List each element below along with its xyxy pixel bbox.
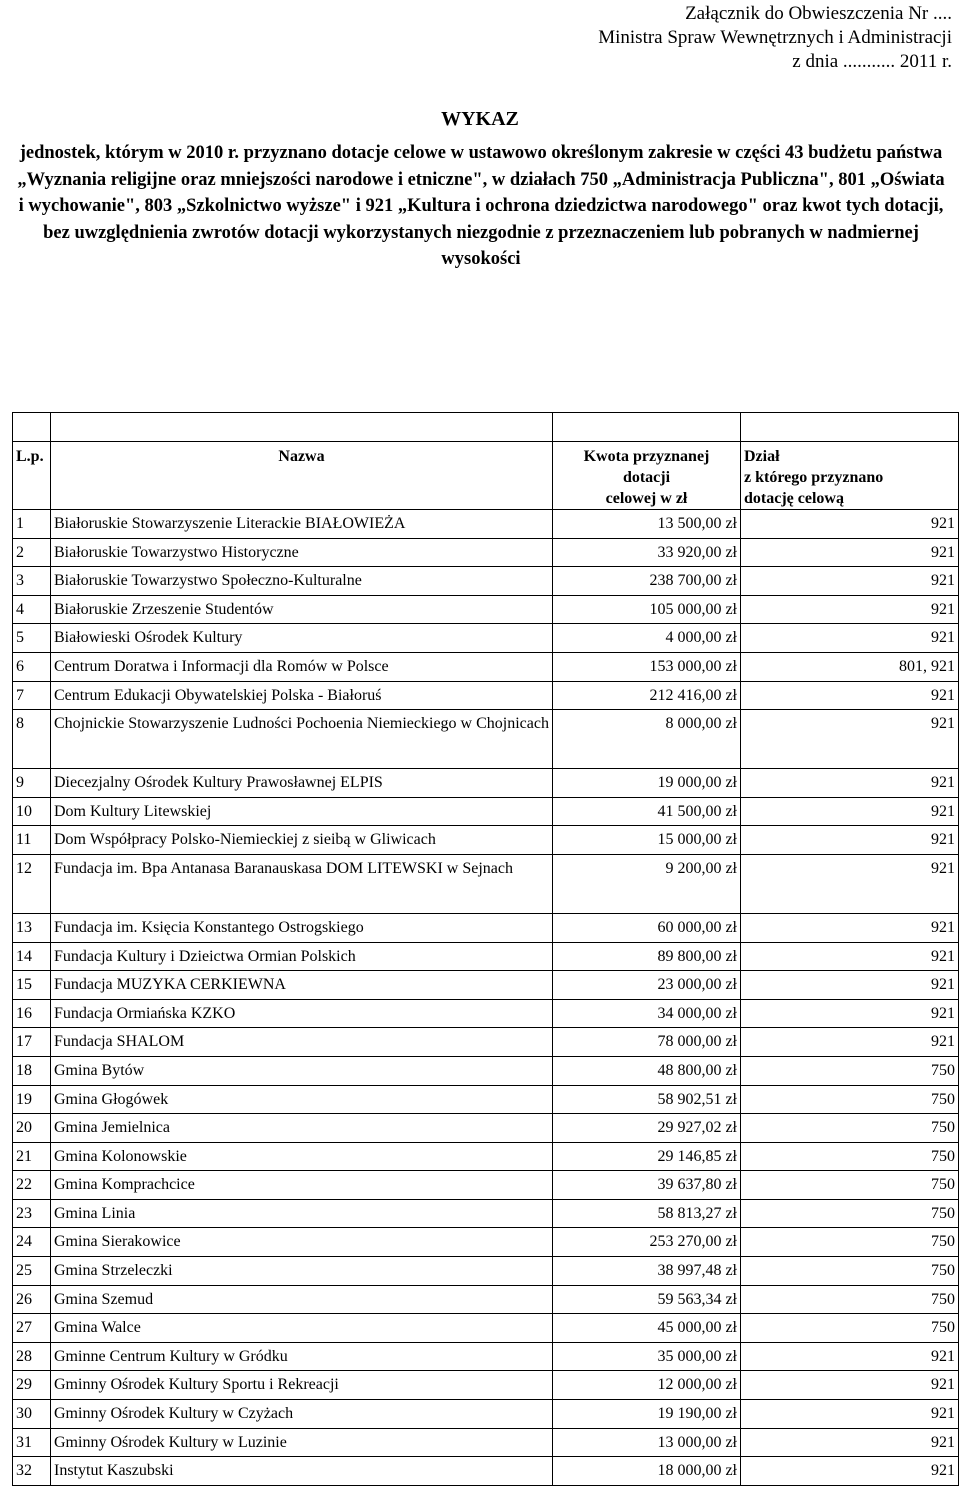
header-dzial-line: Dział: [744, 448, 780, 465]
row-number: 24: [13, 1228, 51, 1257]
row-dzial: 921: [741, 1342, 959, 1371]
table-header-row: [13, 442, 959, 510]
row-name: Białoruskie Stowarzyszenie Literackie BIAŁOWIEŻA: [51, 510, 553, 539]
table-row: [13, 567, 959, 596]
row-dzial: 921: [741, 942, 959, 971]
header-dzial-line: z którego przyznano: [744, 469, 884, 486]
row-dzial: 801, 921: [741, 652, 959, 681]
table-row: [13, 595, 959, 624]
table-row: [13, 1171, 959, 1200]
row-dzial: 921: [741, 797, 959, 826]
row-dzial: 750: [741, 1228, 959, 1257]
table-row: [13, 854, 959, 913]
row-amount: 253 270,00 zł: [553, 1228, 741, 1257]
row-number: 3: [13, 567, 51, 596]
row-amount: 9 200,00 zł: [553, 854, 741, 913]
table-row: [13, 1400, 959, 1429]
row-number: 11: [13, 826, 51, 855]
row-number: 14: [13, 942, 51, 971]
table-row: [13, 1257, 959, 1286]
row-number: 7: [13, 681, 51, 710]
annex-line-1: Załącznik do Obwieszczenia Nr ....: [685, 3, 952, 24]
row-name: Gmina Kolonowskie: [51, 1142, 553, 1171]
row-name: Gmina Głogówek: [51, 1085, 553, 1114]
grants-table-wrapper: [12, 412, 958, 1486]
document-title: WYKAZ: [441, 108, 519, 130]
row-dzial: 750: [741, 1285, 959, 1314]
row-name: Centrum Edukacji Obywatelskiej Polska - Białoruś: [51, 681, 553, 710]
row-amount: 39 637,80 zł: [553, 1171, 741, 1200]
row-number: 15: [13, 971, 51, 1000]
row-dzial: 750: [741, 1142, 959, 1171]
table-row: [13, 913, 959, 942]
table-row: [13, 681, 959, 710]
row-amount: 33 920,00 zł: [553, 538, 741, 567]
table-row: [13, 1228, 959, 1257]
row-amount: 4 000,00 zł: [553, 624, 741, 653]
row-name: Fundacja Ormiańska KZKO: [51, 999, 553, 1028]
row-amount: 238 700,00 zł: [553, 567, 741, 596]
row-number: 22: [13, 1171, 51, 1200]
row-name: Instytut Kaszubski: [51, 1457, 553, 1486]
row-name: Fundacja MUZYKA CERKIEWNA: [51, 971, 553, 1000]
row-number: 21: [13, 1142, 51, 1171]
header-name: Nazwa: [51, 442, 553, 510]
row-number: 4: [13, 595, 51, 624]
row-number: 1: [13, 510, 51, 539]
table-row: [13, 1285, 959, 1314]
row-amount: 105 000,00 zł: [553, 595, 741, 624]
table-body: [13, 510, 959, 1486]
table-row: [13, 1199, 959, 1228]
header-dzial: [741, 442, 959, 510]
intro-paragraph: jednostek, którym w 2010 r. przyznano dotacje celowe w ustawowo określonym zakresie w części 43 budżetu państwa „Wyznania religijne oraz mniejszości narodowe i etniczne", w działach 750 „Administracja Publiczna", 801 „Oświata i wychowanie", 803 „Szkolnictwo wyższe" i 921 „Kultura i ochrona dziedzictwa narodowego" oraz kwot tych dotacji, bez uwzględnienia zwrotów dotacji wykorzystanych niezgodnie z przeznaczeniem lub pobranych w nadmiernej wysokości: [17, 143, 945, 269]
row-amount: 38 997,48 zł: [553, 1257, 741, 1286]
row-name: Gmina Jemielnica: [51, 1114, 553, 1143]
row-number: 32: [13, 1457, 51, 1486]
row-name: Centrum Doratwa i Informacji dla Romów w Polsce: [51, 652, 553, 681]
table-row: [13, 1457, 959, 1486]
row-amount: 13 500,00 zł: [553, 510, 741, 539]
row-dzial: 921: [741, 681, 959, 710]
row-dzial: 921: [741, 999, 959, 1028]
row-number: 17: [13, 1028, 51, 1057]
header-amount-line: Kwota przyznanej: [583, 448, 710, 465]
row-amount: 48 800,00 zł: [553, 1056, 741, 1085]
row-number: 26: [13, 1285, 51, 1314]
row-amount: 45 000,00 zł: [553, 1314, 741, 1343]
table-spacer-row: [13, 413, 959, 442]
table-row: [13, 971, 959, 1000]
row-name: Gminny Ośrodek Kultury w Luzinie: [51, 1428, 553, 1457]
row-name: Gminny Ośrodek Kultury Sportu i Rekreacji: [51, 1371, 553, 1400]
row-name: Gmina Komprachcice: [51, 1171, 553, 1200]
grants-table: [12, 412, 959, 1486]
row-dzial: 750: [741, 1257, 959, 1286]
spacer-cell: [553, 413, 741, 442]
row-number: 19: [13, 1085, 51, 1114]
annex-note: [432, 2, 952, 74]
row-number: 10: [13, 797, 51, 826]
row-number: 23: [13, 1199, 51, 1228]
row-name: Gmina Walce: [51, 1314, 553, 1343]
row-dzial: 921: [741, 538, 959, 567]
row-name: Białoruskie Towarzystwo Historyczne: [51, 538, 553, 567]
row-amount: 18 000,00 zł: [553, 1457, 741, 1486]
spacer-cell: [741, 413, 959, 442]
row-name: Dom Kultury Litewskiej: [51, 797, 553, 826]
row-name: Fundacja SHALOM: [51, 1028, 553, 1057]
table-row: [13, 1371, 959, 1400]
row-dzial: 921: [741, 510, 959, 539]
table-row: [13, 510, 959, 539]
row-name: Fundacja Kultury i Dzieictwa Ormian Polskich: [51, 942, 553, 971]
row-amount: 58 813,27 zł: [553, 1199, 741, 1228]
row-dzial: 750: [741, 1171, 959, 1200]
row-number: 16: [13, 999, 51, 1028]
row-number: 9: [13, 769, 51, 798]
row-name: Gminne Centrum Kultury w Gródku: [51, 1342, 553, 1371]
row-number: 18: [13, 1056, 51, 1085]
row-dzial: 921: [741, 595, 959, 624]
row-amount: 212 416,00 zł: [553, 681, 741, 710]
row-amount: 12 000,00 zł: [553, 1371, 741, 1400]
row-name: Gmina Szemud: [51, 1285, 553, 1314]
row-name: Chojnickie Stowarzyszenie Ludności Pochoenia Niemieckiego w Chojnicach: [51, 710, 553, 769]
row-amount: 13 000,00 zł: [553, 1428, 741, 1457]
row-dzial: 921: [741, 854, 959, 913]
table-row: [13, 942, 959, 971]
row-number: 25: [13, 1257, 51, 1286]
row-number: 20: [13, 1114, 51, 1143]
table-row: [13, 652, 959, 681]
row-name: Gminny Ośrodek Kultury w Czyżach: [51, 1400, 553, 1429]
row-name: Diecezjalny Ośrodek Kultury Prawosławnej ELPIS: [51, 769, 553, 798]
row-dzial: 750: [741, 1114, 959, 1143]
row-amount: 41 500,00 zł: [553, 797, 741, 826]
spacer-cell: [13, 413, 51, 442]
table-row: [13, 769, 959, 798]
row-dzial: 750: [741, 1199, 959, 1228]
row-dzial: 921: [741, 624, 959, 653]
row-amount: 59 563,34 zł: [553, 1285, 741, 1314]
row-dzial: 921: [741, 826, 959, 855]
table-row: [13, 1028, 959, 1057]
table-row: [13, 710, 959, 769]
row-name: Gmina Sierakowice: [51, 1228, 553, 1257]
row-name: Gmina Strzeleczki: [51, 1257, 553, 1286]
row-amount: 15 000,00 zł: [553, 826, 741, 855]
table-row: [13, 999, 959, 1028]
row-number: 6: [13, 652, 51, 681]
row-dzial: 921: [741, 1028, 959, 1057]
row-number: 29: [13, 1371, 51, 1400]
table-row: [13, 1142, 959, 1171]
header-dzial-line: dotację celową: [744, 490, 844, 507]
row-amount: 58 902,51 zł: [553, 1085, 741, 1114]
row-dzial: 921: [741, 1400, 959, 1429]
row-amount: 89 800,00 zł: [553, 942, 741, 971]
row-number: 8: [13, 710, 51, 769]
row-name: Fundacja im. Księcia Konstantego Ostrogskiego: [51, 913, 553, 942]
row-amount: 34 000,00 zł: [553, 999, 741, 1028]
row-dzial: 921: [741, 710, 959, 769]
row-dzial: 921: [741, 567, 959, 596]
row-dzial: 921: [741, 1371, 959, 1400]
row-amount: 19 000,00 zł: [553, 769, 741, 798]
row-amount: 29 927,02 zł: [553, 1114, 741, 1143]
row-name: Białoruskie Zrzeszenie Studentów: [51, 595, 553, 624]
row-dzial: 750: [741, 1085, 959, 1114]
row-number: 27: [13, 1314, 51, 1343]
row-number: 13: [13, 913, 51, 942]
row-name: Dom Współpracy Polsko-Niemieckiej z sieibą w Gliwicach: [51, 826, 553, 855]
spacer-cell: [51, 413, 553, 442]
table-row: [13, 1314, 959, 1343]
row-name: Białoruskie Towarzystwo Społeczno-Kulturalne: [51, 567, 553, 596]
row-dzial: 750: [741, 1314, 959, 1343]
row-name: Białowieski Ośrodek Kultury: [51, 624, 553, 653]
row-number: 28: [13, 1342, 51, 1371]
table-row: [13, 1428, 959, 1457]
row-number: 5: [13, 624, 51, 653]
annex-line-3: z dnia ........... 2011 r.: [792, 51, 952, 72]
table-row: [13, 1085, 959, 1114]
row-dzial: 921: [741, 769, 959, 798]
row-amount: 78 000,00 zł: [553, 1028, 741, 1057]
row-number: 2: [13, 538, 51, 567]
table-row: [13, 538, 959, 567]
row-amount: 60 000,00 zł: [553, 913, 741, 942]
table-row: [13, 1342, 959, 1371]
row-dzial: 921: [741, 1428, 959, 1457]
header-lp: L.p.: [13, 442, 51, 510]
row-amount: 8 000,00 zł: [553, 710, 741, 769]
annex-line-2: Ministra Spraw Wewnętrznych i Administracji: [598, 27, 952, 48]
table-row: [13, 797, 959, 826]
header-amount-line: celowej w zł: [605, 490, 688, 507]
row-name: Gmina Linia: [51, 1199, 553, 1228]
header-amount-line: dotacji: [622, 469, 671, 486]
row-dzial: 921: [741, 971, 959, 1000]
row-amount: 153 000,00 zł: [553, 652, 741, 681]
row-number: 31: [13, 1428, 51, 1457]
row-amount: 29 146,85 zł: [553, 1142, 741, 1171]
row-dzial: 750: [741, 1056, 959, 1085]
row-number: 12: [13, 854, 51, 913]
row-amount: 19 190,00 zł: [553, 1400, 741, 1429]
row-name: Fundacja im. Bpa Antanasa Baranauskasa DOM LITEWSKI w Sejnach: [51, 854, 553, 913]
table-row: [13, 1114, 959, 1143]
table-row: [13, 826, 959, 855]
row-dzial: 921: [741, 913, 959, 942]
row-amount: 35 000,00 zł: [553, 1342, 741, 1371]
row-amount: 23 000,00 zł: [553, 971, 741, 1000]
header-amount: [553, 442, 741, 510]
row-dzial: 921: [741, 1457, 959, 1486]
table-row: [13, 1056, 959, 1085]
row-name: Gmina Bytów: [51, 1056, 553, 1085]
row-number: 30: [13, 1400, 51, 1429]
table-row: [13, 624, 959, 653]
